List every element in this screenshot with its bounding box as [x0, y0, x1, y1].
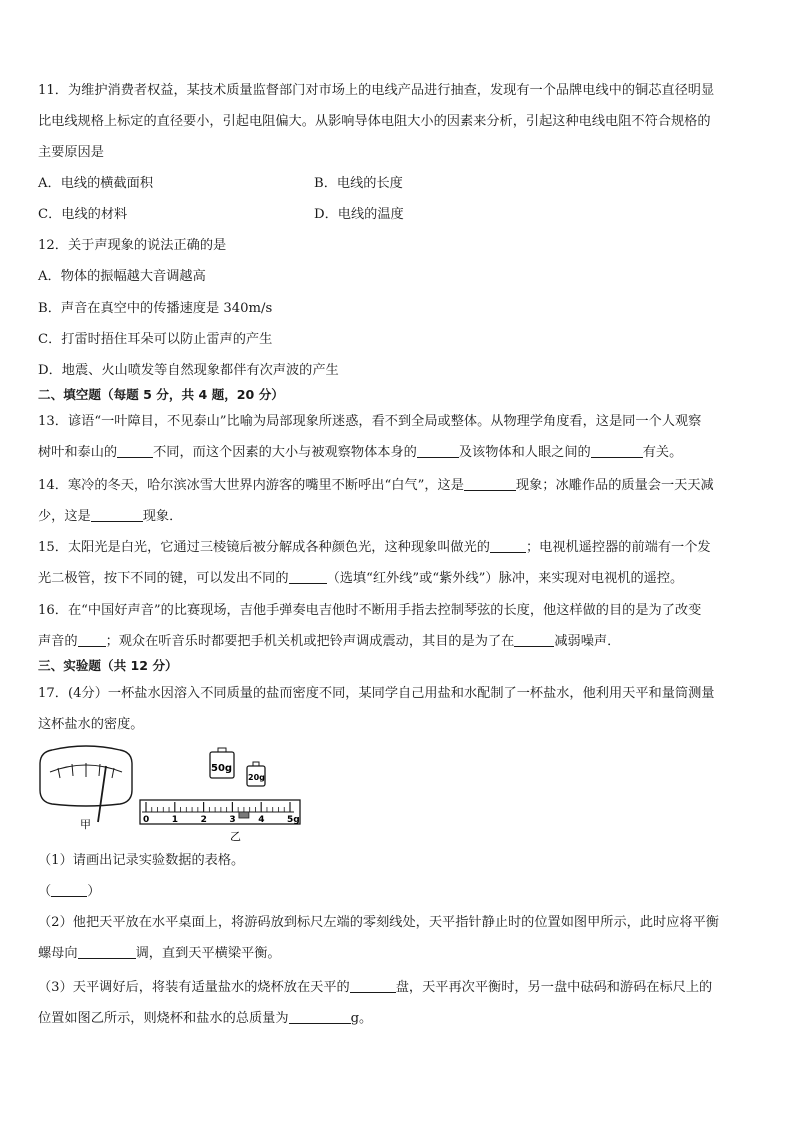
q17-text-p3-1: （3）天平调好后，将装有适量盐水的烧杯放在天平的 — [38, 980, 350, 995]
q12-option-d: D．地震、火山喷发等自然现象都伴有次声波的产生 — [38, 363, 339, 378]
weight-20g-label: 20g — [248, 773, 265, 782]
q14-blank-1[interactable] — [464, 477, 516, 491]
q17-part-1-answer — [38, 883, 100, 901]
q16-line-1: 16．在“中国好声音”的比赛现场，吉他手弹奏电吉他时不断用手指去控制琴弦的长度，他这样做的目的是为了改变 — [38, 603, 702, 618]
q16-blank-1[interactable] — [78, 633, 106, 647]
q17-line-1: 17．(4分）一杯盐水因溶入不同质量的盐而密度不同，某同学自己用盐和水配制了一杯盐水，他利用天平和量筒测量 — [38, 686, 715, 701]
q17-part-2-line-2 — [38, 945, 281, 963]
scale-tick-label: 3 — [229, 815, 236, 825]
q11-option-d: D．电线的温度 — [314, 207, 404, 222]
dial-tick — [112, 768, 114, 778]
q12-stem: 12．关于声现象的说法正确的是 — [38, 238, 227, 253]
q16-text-1: 声音的 — [38, 634, 78, 649]
balance-dial-jia — [40, 746, 132, 831]
q13-line-2 — [38, 444, 682, 462]
q17-part-1: （1）请画出记录实验数据的表格。 — [38, 853, 245, 868]
q17-part-3-line-2 — [38, 1010, 372, 1028]
q14-line-1 — [38, 477, 714, 495]
q16-blank-2[interactable] — [514, 633, 554, 647]
q13-text-2: 不同，而这个因素的大小与被观察物体本身的 — [153, 445, 417, 460]
q17-blank-mass[interactable] — [289, 1010, 351, 1024]
weight-50g-label: 50g — [211, 763, 233, 774]
q15-line-2 — [38, 570, 683, 588]
q17-paren-right: ） — [87, 884, 101, 899]
q15-blank-1[interactable] — [490, 539, 526, 553]
q17-line-2: 这杯盐水的密度。 — [38, 717, 144, 732]
q17-paren-left: （ — [38, 884, 52, 899]
scale-tick-label: 0 — [143, 815, 150, 825]
weight-50g — [210, 748, 234, 778]
q14-text-3: 少，这是 — [38, 509, 91, 524]
q15-text-2: ；电视机遥控器的前端有一个发 — [525, 540, 711, 555]
q13-blank-2[interactable] — [417, 444, 459, 458]
q15-text-1: 15．太阳光是白光，它通过三棱镜后被分解成各种颜色光，这种现象叫做光的 — [38, 540, 490, 555]
scale-tick-label: 2 — [200, 815, 207, 825]
q17-blank-direction[interactable] — [78, 945, 136, 959]
q11-line-1: 11．为维护消费者权益，某技术质量监督部门对市场上的电线产品进行抽查，发现有一个品牌电线中的铜芯直径明显 — [38, 83, 715, 98]
q16-text-3: 减弱噪声． — [554, 634, 621, 649]
dial-tick — [58, 768, 60, 778]
q14-text-4: 现象． — [142, 509, 183, 524]
q17-part-3-line-1 — [38, 979, 712, 997]
scale-tick-label: 1 — [171, 815, 179, 825]
q13-blank-3[interactable] — [591, 444, 643, 458]
q17-blank-table[interactable] — [51, 883, 87, 897]
q15-line-1 — [38, 539, 711, 557]
q17-text-p3-4: g。 — [350, 1011, 373, 1026]
q14-line-2 — [38, 508, 182, 526]
label-jia: 甲 — [80, 818, 91, 831]
q17-text-p3-2: 盘，天平再次平衡时，另一盘中砝码和游码在标尺上的 — [395, 980, 713, 995]
q17-text-p2-2: 调，直到天平横梁平衡。 — [135, 946, 281, 961]
q17-blank-pan[interactable] — [350, 979, 396, 993]
q13-blank-1[interactable] — [117, 444, 153, 458]
q12-option-c: C．打雷时捂住耳朵可以防止雷声的产生 — [38, 332, 273, 347]
scale-tick-label: 5g — [287, 815, 300, 825]
q11-line-2: 比电线规格上标定的直径要小，引起电阻偏大。从影响导体电阻大小的因素来分析，引起这种电线电阻不符合规格的 — [38, 114, 711, 129]
scale-rider — [239, 812, 249, 818]
balance-figure — [36, 742, 306, 842]
q11-line-3: 主要原因是 — [38, 145, 104, 160]
q14-blank-2[interactable] — [91, 508, 143, 522]
q12-option-a: A．物体的振幅越大音调越高 — [38, 269, 206, 284]
q12-option-b: B．声音在真空中的传播速度是 340m/s — [38, 301, 273, 316]
q13-text-3: 及该物体和人眼之间的 — [458, 445, 591, 460]
rider-scale-yi — [140, 800, 300, 842]
q16-text-2: ；观众在听音乐时都要把手机关机或把铃声调成震动，其目的是为了在 — [105, 634, 515, 649]
q11-option-b: B．电线的长度 — [314, 176, 403, 191]
weight-20g — [247, 762, 265, 786]
q15-text-4: （选填“红外线”或“紫外线”）脉冲，来实现对电视机的遥控。 — [326, 571, 684, 586]
q15-text-3: 光二极管，按下不同的键，可以发出不同的 — [38, 571, 289, 586]
q17-text-p2-1: 螺母向 — [38, 946, 78, 961]
scale-tick-label: 4 — [258, 815, 265, 825]
q11-option-c: C．电线的材料 — [38, 207, 128, 222]
q11-option-a: A．电线的横截面积 — [38, 176, 154, 191]
q14-text-2: 现象；冰雕作品的质量会一天天减 — [515, 478, 714, 493]
q15-blank-2[interactable] — [289, 570, 327, 584]
label-yi: 乙 — [230, 830, 241, 842]
q13-line-1: 13．谚语“一叶障目，不见泰山”比喻为局部现象所迷惑，看不到全局或整体。从物理学角度看，这是同一个人观察 — [38, 414, 702, 429]
q17-text-p3-3: 位置如图乙所示，则烧杯和盐水的总质量为 — [38, 1011, 289, 1026]
q13-text-1: 树叶和泰山的 — [38, 445, 118, 460]
q13-text-4: 有关。 — [642, 445, 683, 460]
q14-text-1: 14．寒冷的冬天，哈尔滨冰雪大世界内游客的嘴里不断呼出“白气”，这是 — [38, 478, 464, 493]
section-3-heading: 三、实验题（共 12 分） — [38, 658, 178, 673]
q16-line-2 — [38, 633, 620, 651]
section-2-heading: 二、填空题（每题 5 分，共 4 题，20 分） — [38, 387, 284, 402]
q17-part-2-line-1: （2）他把天平放在水平桌面上，将游码放到标尺左端的零刻线处，天平指针静止时的位置如图甲所示，此时应将平衡 — [38, 915, 719, 930]
